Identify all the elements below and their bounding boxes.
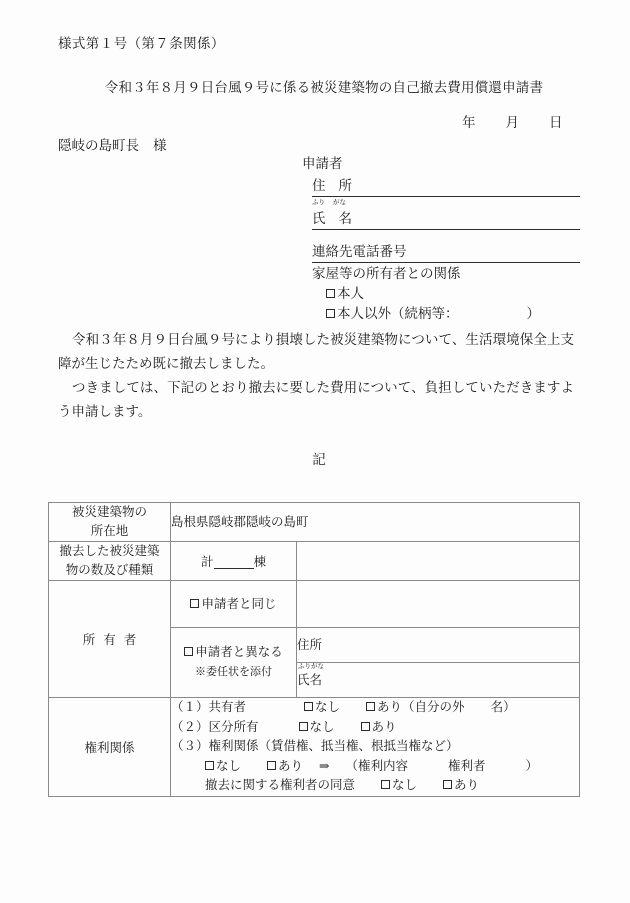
date-year-label: 年 [462,115,476,130]
addressee [58,134,167,154]
count-label-cell [49,542,171,581]
applicant-block [300,152,580,324]
rights-line-5-title: 撤去に関する権利者の同意 [205,778,356,792]
rights-line-1-number: （１） [171,700,209,714]
rights-line-4-tail: ） [525,758,539,773]
owner-name-label: ふりがな 氏名 [297,662,324,687]
applicant-name-label: ふり がな 氏 名 [312,199,352,226]
rights-line-4-yes: あり [278,758,304,773]
owner-same-value-cell[interactable] [297,581,580,628]
date-month-label: 月 [505,115,519,130]
checkbox-icon[interactable] [299,722,308,731]
checkbox-icon[interactable] [205,761,214,770]
body-paragraph-1: 令和３年８月９日台風９号により損壊した被災建築物について、生活環境保全上支障が生じたため既に撤去しました。 [58,332,574,371]
checkbox-icon[interactable] [190,599,199,608]
date-day-label: 日 [549,115,563,130]
rights-line-2-number: （２） [171,719,209,734]
form-number: 様式第１号（第７条関係） [58,36,225,51]
count-label-line2: 物の数及び種類 [65,563,154,577]
rights-line-5-yes: あり [454,778,480,792]
rights-line-4[interactable] [171,757,579,777]
ki-mark: 記 [312,452,326,467]
relation-option-other-label: 本人以外（続柄等： [337,306,459,321]
checkbox-icon[interactable] [326,289,335,298]
owner-relation-label: 家屋等の所有者との関係 [312,266,461,281]
location-label-cell [49,503,171,542]
owner-same-option-label: 申請者と同じ [201,596,277,611]
rights-line-1-yes: あり（自分の外 [377,700,465,714]
checkbox-icon[interactable] [361,722,370,731]
count-value-cell[interactable] [171,542,297,581]
table-row-owner [49,581,580,628]
count-input-blank[interactable] [214,552,254,569]
owner-address-cell[interactable] [297,628,580,663]
rights-line-1-tail: 名） [490,700,516,714]
rights-line-4-none: なし [216,758,242,773]
relation-option-self-label: 本人 [337,286,364,301]
applicant-phone-label: 連絡先電話番号 [312,244,407,259]
arrow-icon: ⇒ [319,758,330,773]
location-label-line1: 被災建築物の [71,505,147,519]
owner-label-cell: 所有者 [49,581,171,698]
checkbox-icon[interactable] [184,647,193,656]
location-label-line2: 所在地 [90,524,129,538]
relation-option-other-close: ） [526,306,540,321]
rights-line-2[interactable] [171,718,579,738]
rights-label-cell: 権利関係 [49,698,171,797]
rights-line-4-content: （権利内容 [345,758,409,773]
checkbox-icon[interactable] [381,780,390,789]
checkbox-icon[interactable] [366,702,375,711]
checkbox-icon[interactable] [326,309,335,318]
owner-address-label: 住所 [297,637,323,652]
relation-option-self[interactable] [326,284,580,304]
rights-body-cell[interactable] [171,698,580,797]
checkbox-icon[interactable] [267,761,276,770]
rights-line-3-number: （３） [171,739,209,753]
owner-diff-option-label: 申請者と異なる [195,645,283,659]
rights-line-1[interactable] [171,698,579,718]
addressee-honorific: 様 [153,138,167,153]
checkbox-icon[interactable] [443,780,452,789]
rights-line-1-none: なし [315,700,341,714]
checkbox-icon[interactable] [304,702,313,711]
applicant-phone-field[interactable] [312,241,580,263]
count-type-cell[interactable] [297,542,580,581]
rights-line-4-holder: 権利者 [448,758,486,773]
date-entry-line [462,111,563,131]
owner-diff-option-cell[interactable] [171,628,297,698]
rights-line-2-yes: あり [371,719,397,734]
relation-option-other[interactable] [326,304,580,324]
table-row-count [49,542,580,581]
furigana-marks: ふり がな [312,199,346,206]
owner-name-cell[interactable] [297,663,580,698]
rights-line-5[interactable] [171,776,579,796]
table-row-rights [49,698,580,797]
applicant-name-field[interactable] [312,199,580,230]
applicant-address-label: 住 所 [312,178,352,193]
count-prefix: 計 [200,555,214,569]
table-row-location [49,503,580,542]
count-label-line1: 撤去した被災建築 [59,544,160,558]
location-value-cell[interactable]: 島根県隠岐郡隠岐の島町 [171,503,580,542]
owner-same-option-cell[interactable] [171,581,297,628]
applicant-address-field[interactable] [312,175,580,197]
details-table [48,502,580,797]
furigana-marks: ふりがな [298,662,324,670]
owner-diff-note: ※委任状を添付 [195,666,272,678]
rights-line-2-none: なし [309,719,335,734]
page-title: 令和３年８月９日台風９号に係る被災建築物の自己撤去費用償還申請書 [104,80,544,95]
count-suffix: 棟 [253,555,267,569]
applicant-label: 申請者 [302,156,343,171]
rights-line-5-none: なし [392,778,418,792]
rights-line-1-title: 共有者 [208,700,247,714]
rights-line-3 [171,737,579,757]
addressee-name: 隠岐の島町長 [58,138,139,153]
body-paragraph-2: つきましては、下記のとおり撤去に要した費用について、負担していただきますよう申請します。 [58,380,574,419]
rights-line-3-title: 権利関係（賃借権、抵当権、根抵当権など） [208,739,459,753]
body-text [58,328,574,424]
rights-line-2-title: 区分所有 [208,719,259,734]
